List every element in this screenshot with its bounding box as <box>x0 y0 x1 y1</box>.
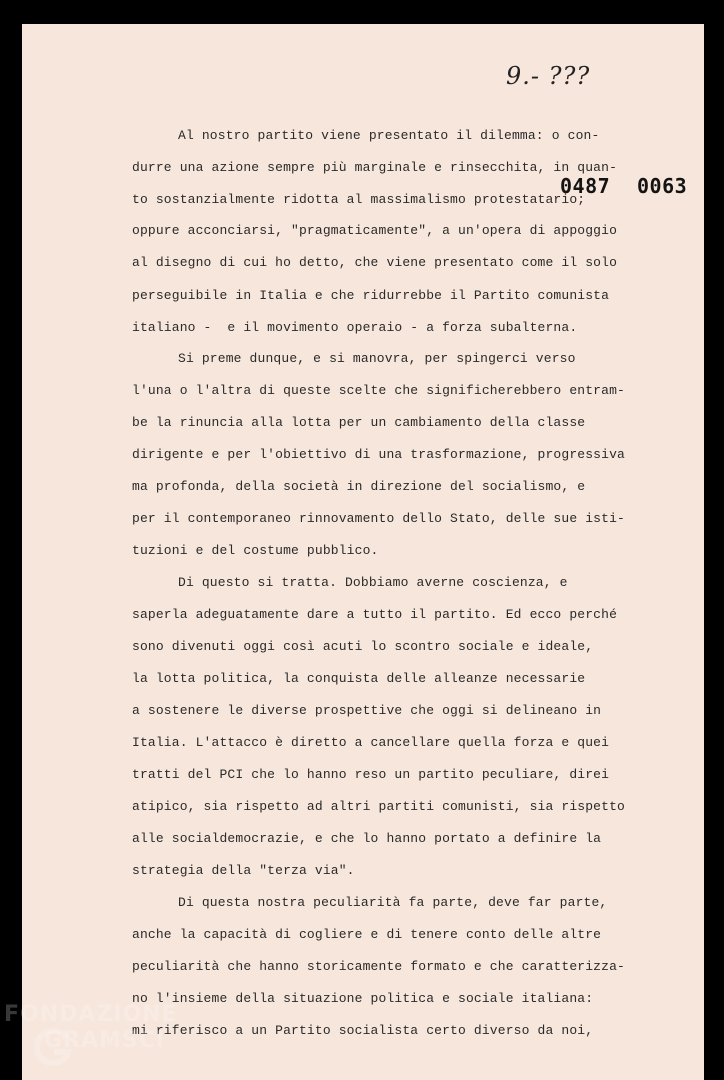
text-line: durre una azione sempre più marginale e rinsecchita, in quan- <box>132 160 618 175</box>
watermark-line-1: FONDAZIONE <box>4 1002 178 1027</box>
text-line: a sostenere le diverse prospettive che oggi si delineano in <box>132 703 602 718</box>
text-line: Si preme dunque, e si manovra, per spingerci verso <box>178 351 576 366</box>
handwritten-page-number: 9.- ??? <box>506 62 591 90</box>
text-line: perseguibile in Italia e che ridurrebbe il Partito comunista <box>132 288 610 303</box>
text-line: al disegno di cui ho detto, che viene presentato come il solo <box>132 255 618 270</box>
text-line: peculiarità che hanno storicamente formato e che caratterizza- <box>132 959 625 974</box>
archive-stamp-number: 0063 <box>637 174 688 198</box>
text-line: sono divenuti oggi così acuti lo scontro sociale e ideale, <box>132 639 594 654</box>
archive-stamp-number: 0487 <box>560 174 611 198</box>
text-line: la lotta politica, la conquista delle alleanze necessarie <box>132 671 586 686</box>
text-line: Di questo si tratta. Dobbiamo averne coscienza, e <box>178 575 568 590</box>
text-line: mi riferisco a un Partito socialista certo diverso da noi, <box>132 1023 594 1038</box>
text-line: Italia. L'attacco è diretto a cancellare quella forza e quei <box>132 735 610 750</box>
text-line: strategia della "terza via". <box>132 863 355 878</box>
text-line: ma profonda, della società in direzione del socialismo, e <box>132 479 586 494</box>
text-line: saperla adeguatamente dare a tutto il partito. Ed ecco perché <box>132 607 618 622</box>
text-line: anche la capacità di cogliere e di tenere conto delle altre <box>132 927 602 942</box>
text-line: to sostanzialmente ridotta al massimalismo protestatario; <box>132 192 586 207</box>
text-line: Di questa nostra peculiarità fa parte, deve far parte, <box>178 895 608 910</box>
document-page <box>22 24 704 1080</box>
text-line: tratti del PCI che lo hanno reso un partito peculiare, direi <box>132 767 610 782</box>
text-line: oppure acconciarsi, "pragmaticamente", a un'opera di appoggio <box>132 223 618 238</box>
text-line: be la rinuncia alla lotta per un cambiamento della classe <box>132 415 586 430</box>
text-line: Al nostro partito viene presentato il dilemma: o con- <box>178 128 600 143</box>
watermark-line-2: GRAMSCI <box>44 1028 166 1053</box>
text-line: tuzioni e del costume pubblico. <box>132 543 379 558</box>
text-line: atipico, sia rispetto ad altri partiti comunisti, sia rispetto <box>132 799 625 814</box>
watermark-g-mark-icon <box>30 1024 76 1070</box>
text-line: italiano - e il movimento operaio - a forza subalterna. <box>132 320 578 335</box>
text-line: alle socialdemocrazie, e che lo hanno portato a definire la <box>132 831 602 846</box>
foundation-watermark-logo <box>4 1002 178 1054</box>
text-line: dirigente e per l'obiettivo di una trasformazione, progressiva <box>132 447 625 462</box>
text-line: per il contemporaneo rinnovamento dello Stato, delle sue isti- <box>132 511 625 526</box>
text-line: l'una o l'altra di queste scelte che significherebbero entram- <box>132 383 625 398</box>
text-line: no l'insieme della situazione politica e sociale italiana: <box>132 991 594 1006</box>
